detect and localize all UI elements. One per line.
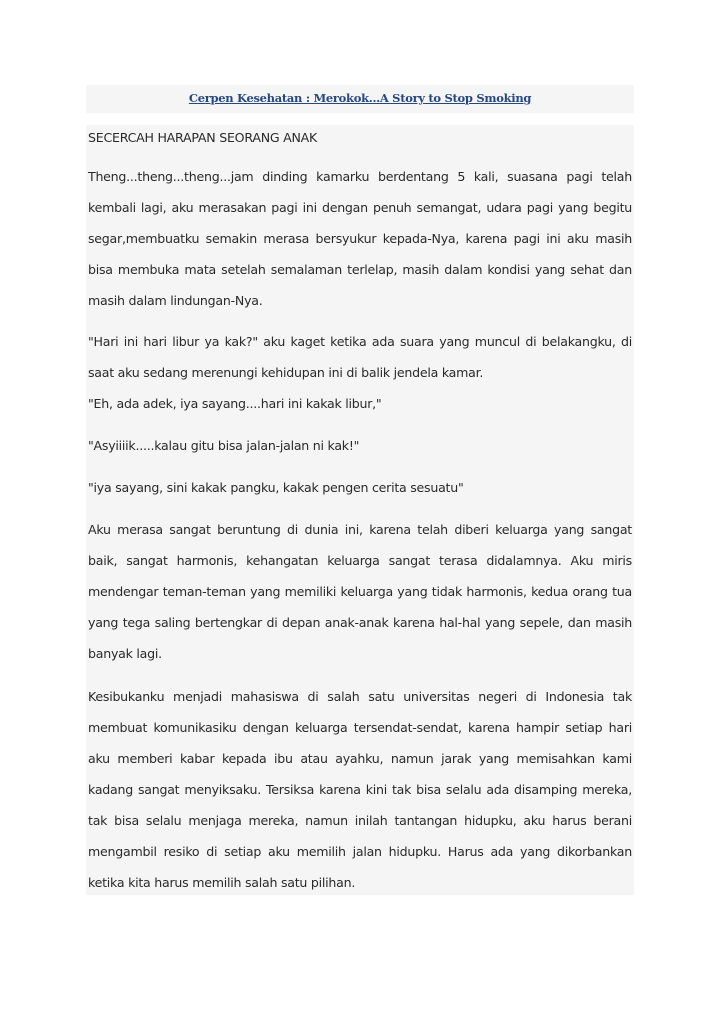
paragraph-1: Theng...theng...theng...jam dinding kamarku berdentang 5 kali, suasana pagi telah kembali lagi, aku merasakan pagi ini dengan penuh semangat, udara pagi yang begitu segar,membuatku semakin merasa bersyukur kepada-Nya, karena pagi ini aku masih bisa membuka mata setelah semalaman terlelap, masih dalam kondisi yang sehat dan masih dalam lindungan-Nya. <box>88 169 632 308</box>
paragraph-2: "Hari ini hari libur ya kak?" aku kaget ketika ada suara yang muncul di belakangku, di saat aku sedang merenungi kehidupan ini di balik jendela kamar. <box>88 334 632 380</box>
title-band <box>86 85 634 113</box>
document-title-link[interactable]: Cerpen Kesehatan : Merokok...A Story to Stop Smoking <box>188 91 532 105</box>
story-content <box>88 128 632 911</box>
paragraph-7: Kesibukanku menjadi mahasiswa di salah satu universitas negeri di Indonesia tak membuat komunikasiku dengan keluarga tersendat-sendat, karena hampir setiap hari aku memberi kabar kepada ibu atau ayahku, namun jarak yang memisahkan kami kadang sangat menyiksaku. Tersiksa karena kini tak bisa selalu ada disamping mereka, tak bisa selalu menjaga mereka, namun inilah tantangan hidupku, aku harus berani mengambil resiko di setiap aku memilih jalan hidupku. Harus ada yang dikorbankan ketika kita harus memilih salah satu pilihan. <box>88 689 632 890</box>
paragraph-6: Aku merasa sangat beruntung di dunia ini, karena telah diberi keluarga yang sangat baik, sangat harmonis, kehangatan keluarga sangat terasa didalamnya. Aku miris mendengar teman-teman yang memiliki keluarga yang tidak harmonis, kedua orang tua yang tega saling bertengkar di depan anak-anak karena hal-hal yang sepele, dan masih banyak lagi. <box>88 522 632 661</box>
paragraph-5: "iya sayang, sini kakak pangku, kakak pengen cerita sesuatu" <box>88 480 464 495</box>
paragraph-4: "Asyiiiik.....kalau gitu bisa jalan-jalan ni kak!" <box>88 438 360 453</box>
paragraph-3: "Eh, ada adek, iya sayang....hari ini kakak libur," <box>88 396 382 411</box>
story-heading: SECERCAH HARAPAN SEORANG ANAK <box>88 130 318 145</box>
